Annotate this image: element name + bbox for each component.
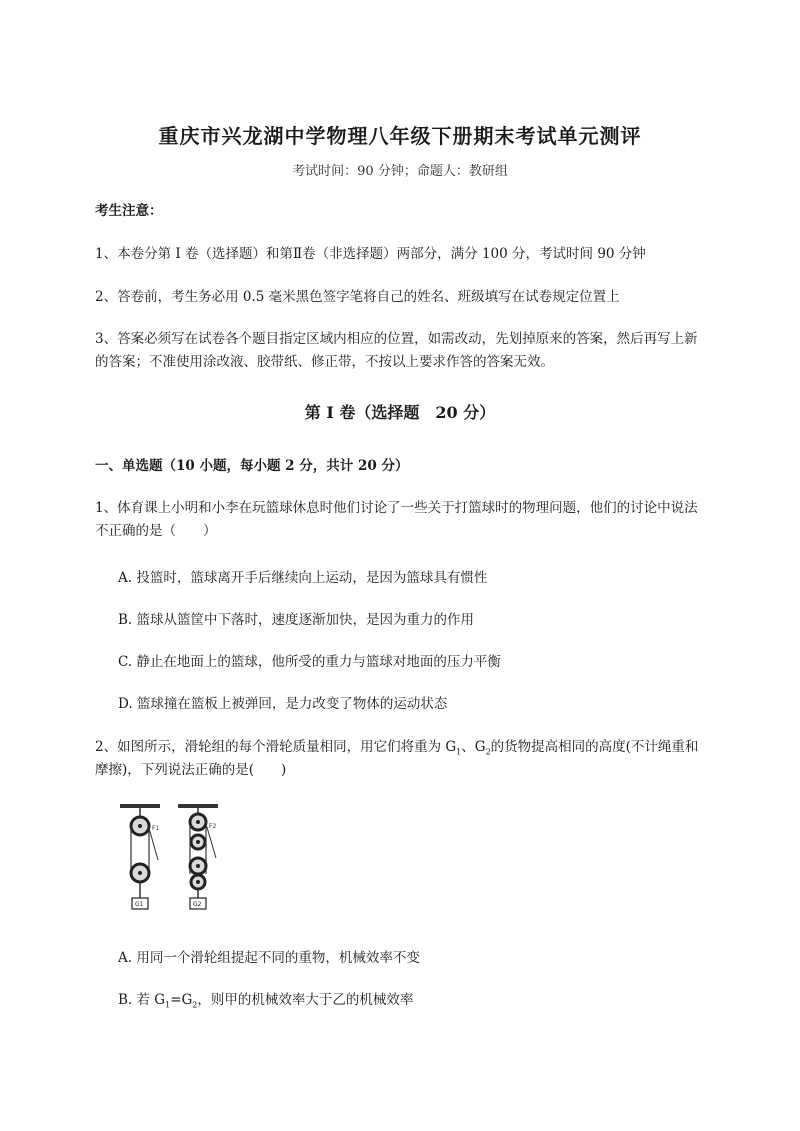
q1-option-b: B. 篮球从篮筐中下落时，速度逐渐加快，是因为重力的作用	[118, 612, 475, 628]
q2-stem-text-a: 2、如图所示，滑轮组的每个滑轮质量相同，用它们将重为 G	[95, 739, 457, 755]
notice-heading: 考生注意：	[95, 203, 163, 219]
right-force-label: F2	[209, 823, 217, 830]
q2-stem-sub2: 2	[485, 747, 491, 757]
q2-stem-text-c: 的货物提高相同的高度(不计绳重和	[490, 739, 699, 755]
q1-option-d: D. 篮球撞在篮板上被弹回，是力改变了物体的运动状态	[118, 696, 448, 712]
q2-stem-text-b: 、G	[461, 739, 486, 755]
q2-option-b-post: ，则甲的机械效率大于乙的机械效率	[197, 992, 414, 1008]
q1-option-c: C. 静止在地面上的篮球，他所受的重力与篮球对地面的压力平衡	[118, 654, 501, 670]
exam-info: 考试时间：90 分钟；命题人：教研组	[292, 164, 508, 179]
right-weight-label: G2	[193, 901, 202, 908]
q2-option-b-sub1: 1	[165, 1000, 171, 1010]
page-title: 重庆市兴龙湖中学物理八年级下册期末考试单元测评	[158, 124, 642, 148]
q2-stem-sub1: 1	[456, 747, 462, 757]
left-force-label: F1	[152, 825, 160, 832]
q2-stem-line2: 摩擦)，下列说法正确的是( )	[95, 762, 287, 778]
q2-option-b-pre: B. 若 G	[118, 992, 166, 1008]
notice-item-3-cont: 的答案；不准使用涂改液、胶带纸、修正带，不按以上要求作答的答案无效。	[95, 354, 554, 370]
section-title: 第 I 卷（选择题 20 分）	[304, 403, 496, 422]
left-weight-label: G1	[135, 901, 144, 908]
left-ceiling	[120, 804, 160, 808]
q2-option-b-sub2: 2	[192, 1000, 198, 1010]
q2-option-b	[118, 988, 413, 1010]
q1-stem-line1: 1、体育课上小明和小李在玩篮球休息时他们讨论了一些关于打篮球时的物理问题，他们的讨论中说法	[95, 500, 698, 516]
part-heading: 一、单选题（10 小题，每小题 2 分，共计 20 分）	[95, 458, 409, 474]
q2-option-a: A. 用同一个滑轮组提起不同的重物，机械效率不变	[118, 950, 420, 966]
q1-option-a: A. 投篮时，篮球离开手后继续向上运动，是因为篮球具有惯性	[118, 570, 488, 586]
notice-item-2: 2、答卷前，考生务必用 0.5 毫米黑色签字笔将自己的姓名、班级填写在试卷规定位置上	[95, 289, 620, 305]
right-ceiling	[178, 804, 218, 808]
q2-option-b-mid: =G	[170, 992, 193, 1008]
q1-stem-line2: 不正确的是（ ）	[95, 523, 217, 539]
pulley-system-figure	[112, 800, 232, 920]
notice-item-3: 3、答案必须写在试卷各个题目指定区域内相应的位置，如需改动，先划掉原来的答案，然后再写上新	[95, 331, 698, 347]
notice-item-1: 1、本卷分第 I 卷（选择题）和第Ⅱ卷（非选择题）两部分，满分 100 分，考试时间 90 分钟	[95, 246, 646, 262]
